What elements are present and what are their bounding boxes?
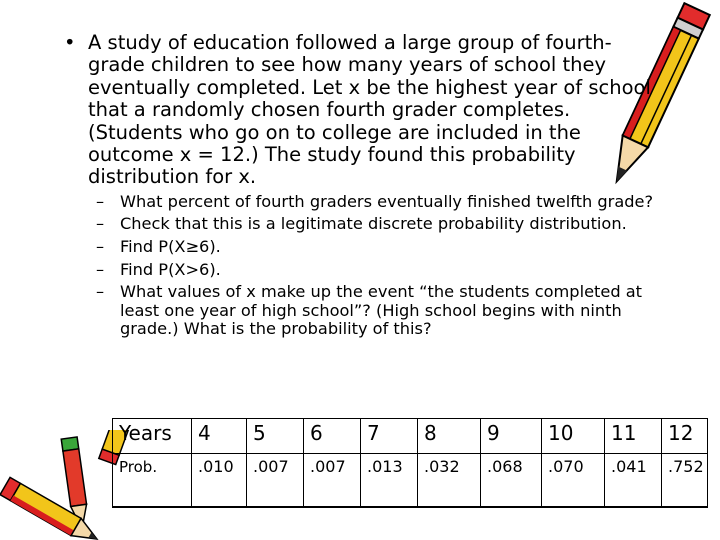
prob-cell: .013 (361, 454, 418, 508)
prob-cell: .041 (605, 454, 662, 508)
sub-bullet: – Check that this is a legitimate discrete probability distribution. (94, 215, 664, 234)
row-label-years: Years (113, 419, 192, 454)
sub-bullet: – What percent of fourth graders eventually finished twelfth grade? (94, 193, 664, 212)
prob-cell: .070 (542, 454, 605, 508)
sub-bullet: – What values of x make up the event “the students completed at least one year of high school”? (High school begins with ninth grade.) What is the probability of this? (94, 283, 664, 339)
prob-cell: .752 (662, 454, 708, 508)
sub-bullet-list (94, 193, 664, 339)
year-cell: 10 (542, 419, 605, 454)
year-cell: 7 (361, 419, 418, 454)
table-row-prob (113, 454, 708, 508)
prob-cell: .007 (247, 454, 304, 508)
year-cell: 12 (662, 419, 708, 454)
sub-bullet: – Find P(X>6). (94, 261, 664, 280)
main-bullet: • A study of education followed a large group of fourth-grade children to see how many years of school they eventually completed. Let x be the highest year of school that a randomly chosen fourth grader completes. (Students who go on to college are included in the outcome x = 12.) The study found this probability distribution for x. (64, 32, 664, 189)
table-row-years (113, 419, 708, 454)
sub-bullet: – Find P(X≥6). (94, 238, 664, 257)
prob-cell: .068 (481, 454, 542, 508)
prob-cell: .007 (304, 454, 361, 508)
year-cell: 4 (192, 419, 247, 454)
year-cell: 5 (247, 419, 304, 454)
probability-table (112, 418, 708, 508)
bullet-list (64, 32, 664, 343)
year-cell: 9 (481, 419, 542, 454)
prob-cell: .032 (418, 454, 481, 508)
year-cell: 11 (605, 419, 662, 454)
row-label-prob: Prob. (113, 454, 192, 508)
year-cell: 8 (418, 419, 481, 454)
prob-cell: .010 (192, 454, 247, 508)
year-cell: 6 (304, 419, 361, 454)
